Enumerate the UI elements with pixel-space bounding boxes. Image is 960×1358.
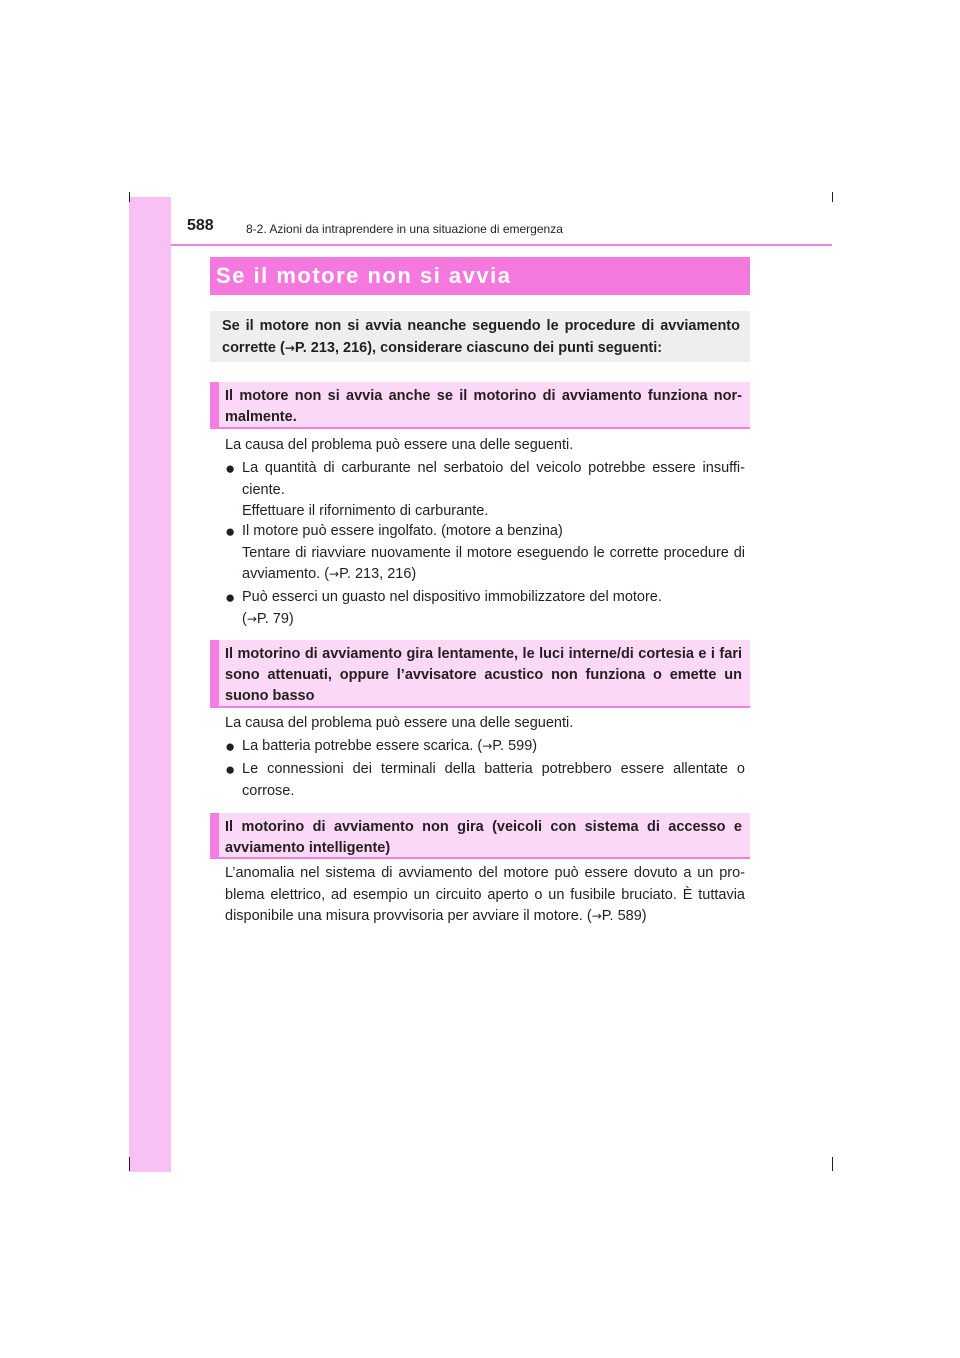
- crop-mark-top-left: [129, 192, 130, 202]
- list-item-text: Può esserci un guasto nel dispositivo immobilizzatore del motore.: [242, 589, 662, 605]
- page-reference: P. 213, 216): [339, 566, 417, 582]
- item-text: La batteria potrebbe essere scarica. (: [242, 738, 483, 754]
- list-item-text: Il motore può essere ingolfato. (motore a benzina): [242, 523, 563, 539]
- bullet-icon: ●: [225, 760, 236, 779]
- list-item-text: Le connessioni dei terminali della batteria potrebbero essere allentate o corrose.: [242, 761, 745, 799]
- crop-mark-bottom-right: [832, 1157, 833, 1171]
- section-lead: La causa del problema può essere una delle seguenti.: [225, 437, 574, 453]
- arrow-right-icon: →: [482, 739, 493, 753]
- note-text: Tentare di riavviare nuovamente il motore eseguendo le corrette procedure di avviamento. (: [242, 544, 745, 582]
- list-item: [225, 458, 745, 523]
- list-item-note: [242, 543, 745, 586]
- section-heading: Il motorino di avviamento non gira (veicoli con sistema di accesso e avviamento intelligente): [210, 813, 750, 859]
- list-item: [225, 587, 745, 630]
- page-reference: P. 599): [492, 738, 538, 754]
- section-heading: Il motorino di avviamento gira lentamente, le luci interne/di cortesia e i fari sono attenuati, oppure l’avvisatore acustico non funziona o emette un suono basso: [210, 640, 750, 708]
- arrow-right-icon: →: [329, 567, 340, 581]
- bullet-icon: ●: [225, 522, 236, 541]
- list-item-note: [242, 609, 745, 631]
- section-label: 8-2. Azioni da intraprendere in una situazione di emergenza: [246, 222, 563, 236]
- bullet-icon: ●: [225, 459, 236, 478]
- header-rule: [171, 244, 832, 246]
- list-item: [225, 521, 745, 586]
- list-item: [225, 759, 745, 802]
- page-title: Se il motore non si avvia: [210, 257, 750, 295]
- crop-mark-top-right: [832, 192, 833, 202]
- list-item: [225, 736, 745, 758]
- page-number: 588: [187, 217, 214, 234]
- list-item-note: Effettuare il rifornimento di carburante.: [242, 503, 489, 519]
- section-lead: La causa del problema può essere una delle seguenti.: [225, 715, 574, 731]
- intro-text: Se il motore non si avvia neanche seguendo le procedure di avviamento corrette (: [222, 318, 740, 356]
- intro-box: [210, 311, 750, 362]
- intro-reference: P. 213, 216), considerare ciascuno dei punti seguenti:: [294, 339, 663, 356]
- bullet-icon: ●: [225, 588, 236, 607]
- body-text: L’anomalia nel sistema di avviamento del motore può essere dovuto a un pro-blema elettrico, ad esempio un circuito aperto o un fusibile bruciato. È tuttavia disponibile una misura provvisoria per avviare il motore. (: [225, 865, 745, 924]
- list-item-text: La quantità di carburante nel serbatoio del veicolo potrebbe essere insuffi-ciente.: [242, 460, 745, 498]
- arrow-right-icon: →: [246, 611, 257, 626]
- bullet-icon: ●: [225, 737, 236, 756]
- section-heading: Il motore non si avvia anche se il motorino di avviamento funziona nor-malmente.: [210, 382, 750, 429]
- arrow-right-icon: →: [591, 909, 602, 923]
- crop-mark-bottom-left: [129, 1157, 130, 1171]
- list-item-text: [242, 736, 745, 758]
- page-reference: P. 589): [601, 908, 647, 924]
- ref-open: (: [242, 610, 247, 627]
- arrow-right-icon: →: [284, 340, 295, 355]
- section-body: [225, 863, 745, 928]
- page-reference: P. 79): [256, 610, 294, 627]
- chapter-side-tab: [129, 197, 171, 1172]
